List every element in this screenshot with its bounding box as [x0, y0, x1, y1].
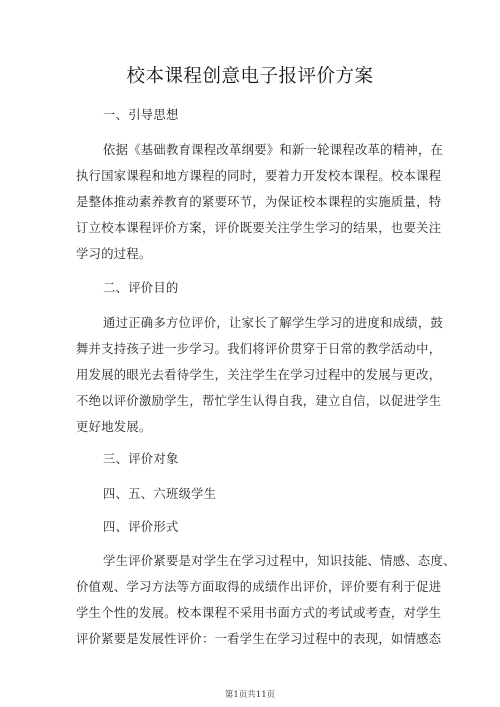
- document-title: 校本课程创意电子报评价方案: [126, 66, 374, 87]
- paragraph-line: 用发展的眼光去看待学生，关注学生在学习过程中的发展与更改，: [76, 368, 442, 382]
- paragraph-line: 通过正确多方位评价，让家长了解学生学习的进度和成绩，鼓: [103, 316, 444, 330]
- paragraph-line: 依据《基础教育课程改革纲要》和新一轮课程改革的精神，在: [103, 143, 444, 157]
- paragraph-line: 更好地发展。: [76, 420, 152, 434]
- section-heading-evaluation-purpose: 二、评价目的: [103, 281, 179, 295]
- paragraph-line: 是整体推动素养教育的紧要环节，为保证校本课程的实施质量，特: [76, 195, 442, 209]
- paragraph-line: 学生个性的发展。校本课程不采用书面方式的考试或考查，对学生: [76, 606, 442, 620]
- paragraph-line: 不绝以评价激励学生，帮忙学生认得自我，建立自信，以促进学生: [76, 394, 442, 408]
- paragraph-line: 订立校本课程评价方案，评价既要关注学生学习的结果，也要关注: [76, 221, 442, 235]
- section-heading-guiding-thought: 一、引导思想: [103, 108, 179, 122]
- section-content-target: 四、五、六班级学生: [103, 487, 217, 501]
- paragraph-line: 执行国家课程和地方课程的同时，要着力开发校本课程。校本课程: [76, 169, 442, 183]
- section-heading-evaluation-target: 三、评价对象: [103, 452, 179, 466]
- paragraph-line: 学习的过程。: [76, 247, 152, 261]
- paragraph-line: 学生评价紧要是对学生在学习过程中，知识技能、情感、态度、: [103, 554, 456, 568]
- paragraph-line: 价值观、学习方法等方面取得的成绩作出评价，评价要有利于促进: [76, 580, 442, 594]
- paragraph-line: 舞并支持孩子进一步学习。我们将评价贯穿于日常的教学活动中，: [76, 342, 442, 356]
- section-heading-evaluation-form: 四、评价形式: [103, 520, 179, 534]
- page-number-footer: 第1页共11页: [224, 690, 276, 700]
- paragraph-line: 评价紧要是发展性评价：一看学生在学习过程中的表现，如情感态: [76, 632, 442, 646]
